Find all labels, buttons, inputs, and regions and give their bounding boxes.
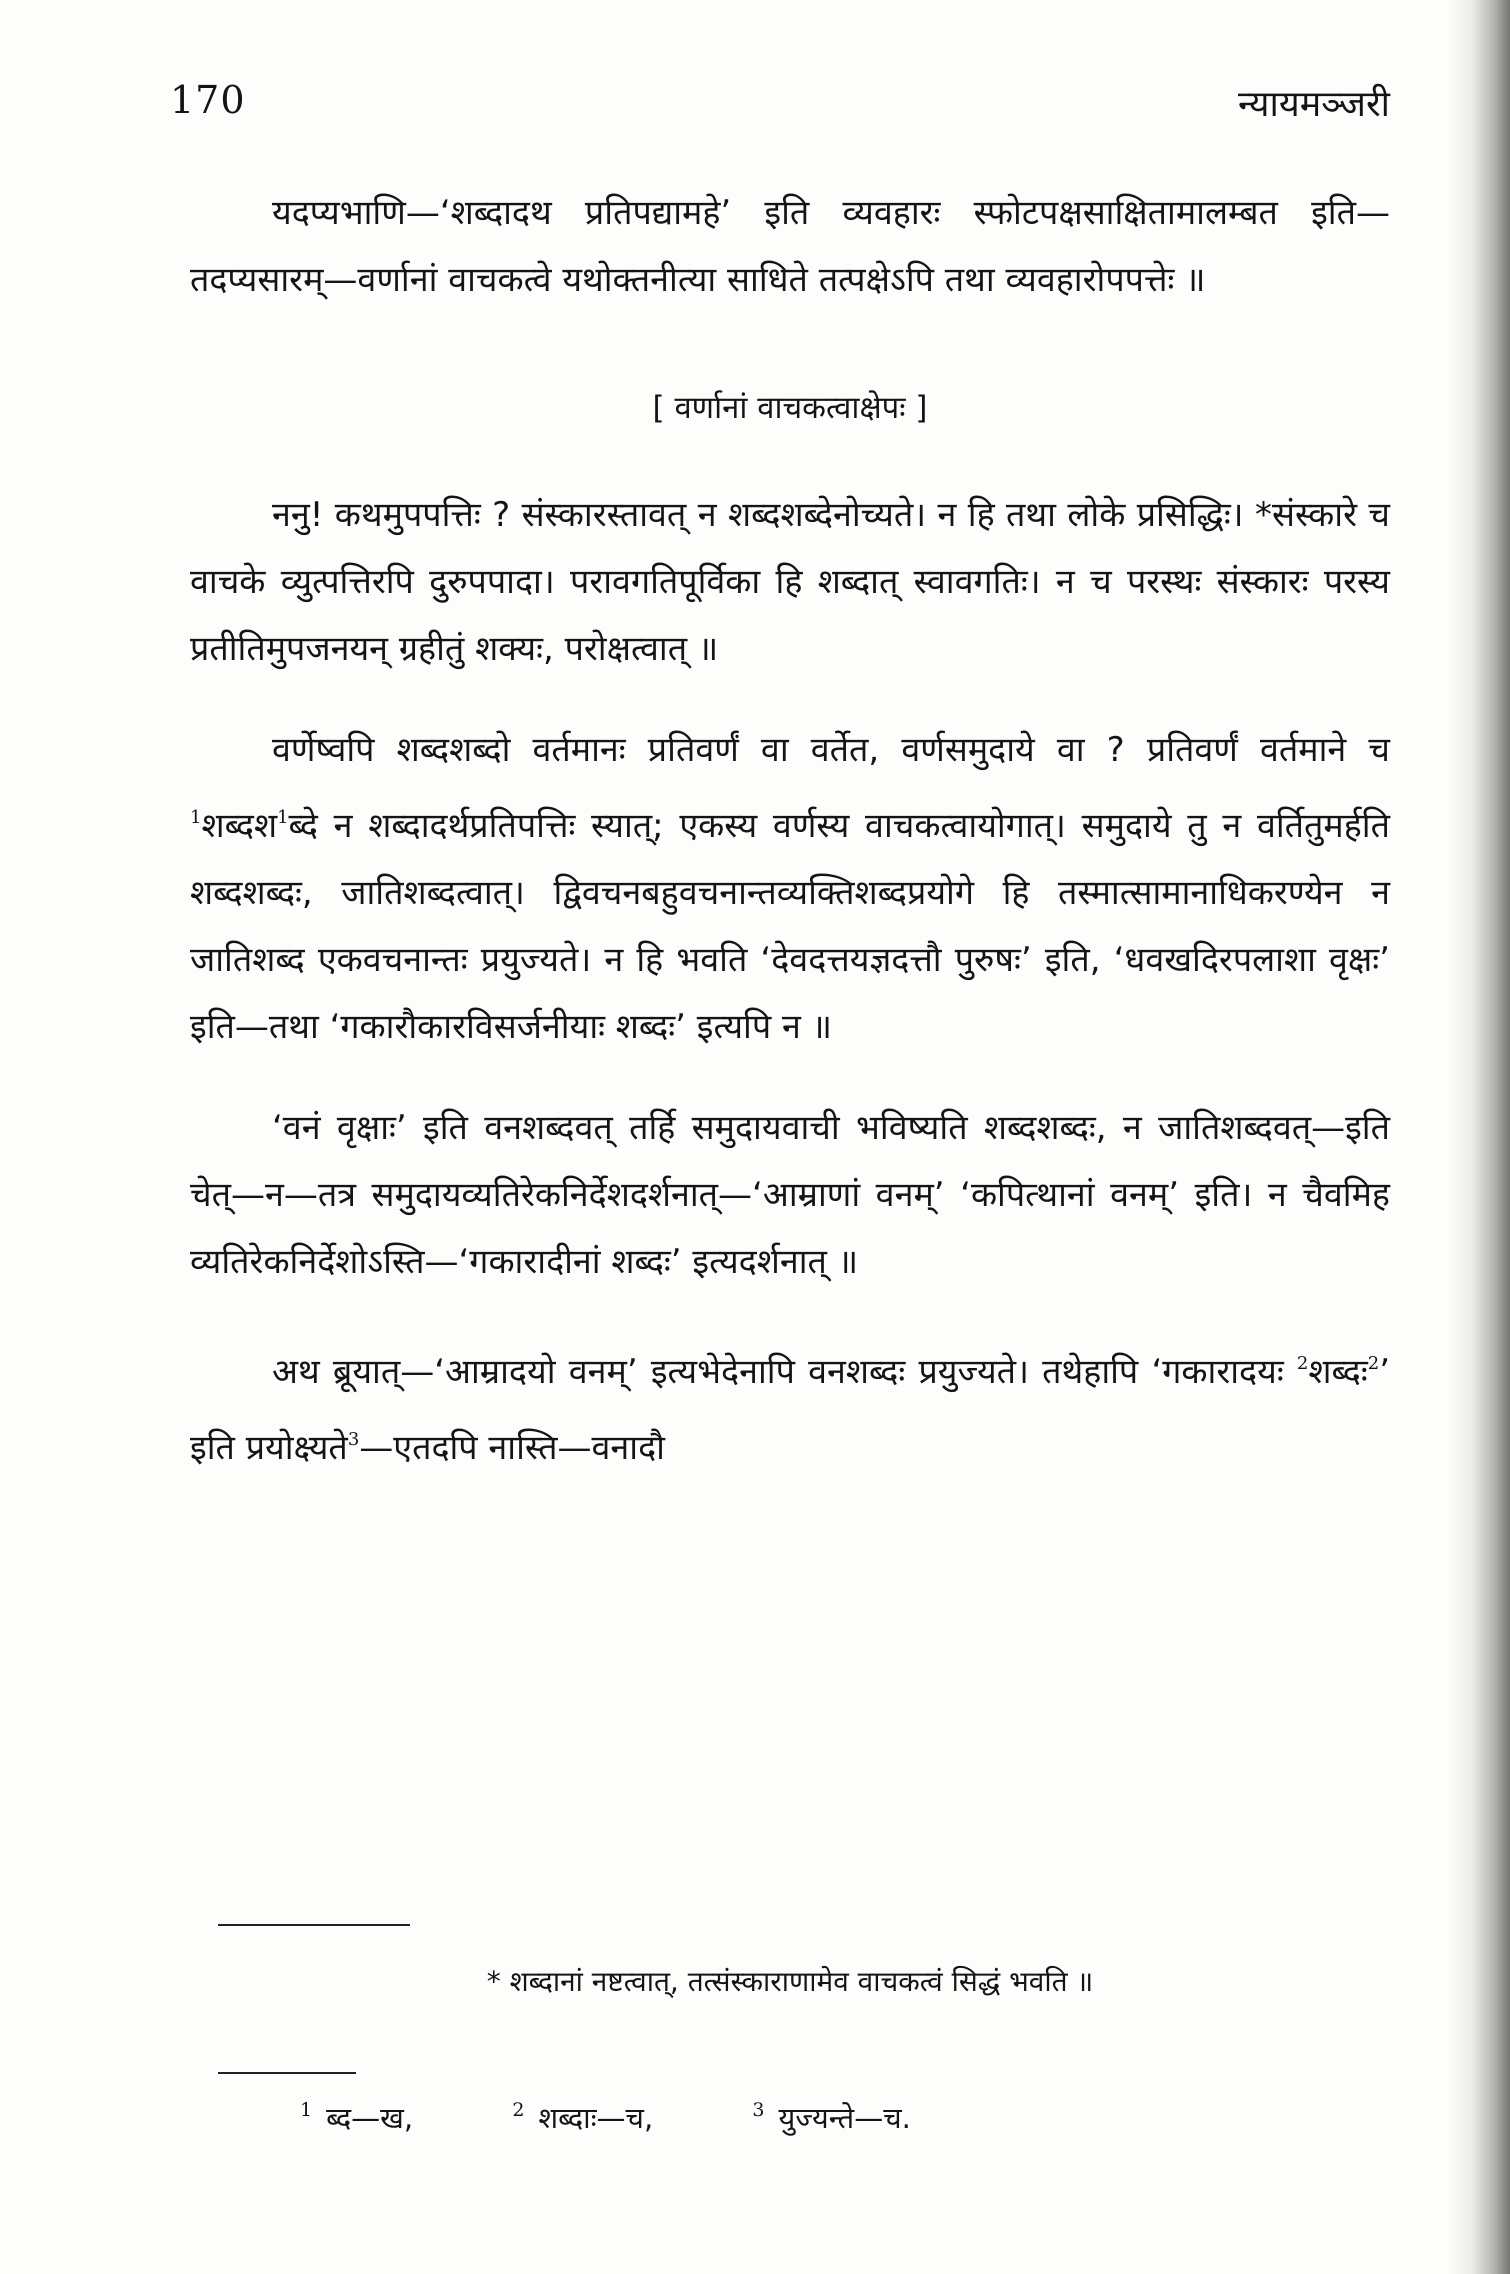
paragraph-5: [190, 1330, 1390, 1482]
paragraph-2: ननु! कथमुपपत्तिः ? संस्कारस्तावत् न शब्दशब्देनोच्यते। न हि तथा लोके प्रसिद्धिः। *संस्कारे च वाचके व्युत्पत्तिरपि दुरुपपादा। परावगतिपूर्विका हि शब्दात् स्वावगतिः। न च परस्थः संस्कारः परस्य प्रतीतिमुपजनयन् ग्रहीतुं शक्यः, परोक्षत्वात् ॥: [190, 495, 1390, 669]
paragraph-5-text-c2: योक्ष्यते: [265, 1428, 348, 1468]
variant-1: [300, 2088, 413, 2140]
variant-readings: [300, 2088, 1001, 2140]
variant-3: [752, 2088, 910, 2140]
paragraph-3-text-b: शब्दश: [201, 806, 278, 846]
main-text: [190, 180, 1390, 1482]
variant-2-number: 2: [512, 2099, 525, 2121]
paragraph-3-text-a: वर्णेष्वपि शब्दशब्दो वर्तमानः प्रतिवर्णं वा वर्तेत, वर्णसमुदाये वा ? प्रतिवर्णं वर्तमाने च: [272, 730, 1390, 770]
footnote-ref-3: 3: [347, 1429, 360, 1450]
paragraph-3-text-c: ब्दे न शब्दादर्थप्रतिपत्तिः स्यात्; एकस्य वर्णस्य वाचकत्वायोगात्। समुदाये तु न वर्तितुमर्हति शब्दशब्दः, जातिशब्दत्वात्। द्विवचनबहुवचनान्तव्यक्तिशब्दप्रयोगे हि तस्मात्सामानाधिकरण्येन न जातिशब्द एकवचनान्तः प्रयुज्यते। न हि भवति ‘देवदत्तयज्ञदत्तौ पुरुषः’ इति, ‘धवखदिरपलाशा वृक्षः’ इति—तथा ‘गकारौकारविसर्जनीयाः शब्दः’ इत्यपि न ॥: [190, 806, 1390, 1047]
variant-3-number: 3: [752, 2099, 765, 2121]
footnote-ref-1: 1: [190, 807, 202, 828]
paragraph-5-text-c: ’ इति प्र: [190, 1352, 1390, 1468]
paragraph-5-text-b: शब्दः: [1308, 1352, 1368, 1392]
paragraph-5-text-a: अथ ब्रूयात्—‘आम्रादयो वनम्’ इत्यभेदेनापि वनशब्दः प्रयुज्यते। तथेहापि ‘गकारादयः: [272, 1352, 1297, 1392]
footnote-ref-1-end: 1: [277, 807, 289, 828]
paragraph-1: यदप्यभाणि—‘शब्दादथ प्रतिपद्यामहे’ इति व्यवहारः स्फोटपक्षसाक्षितामालम्बत इति—तदप्यसारम्—वर्णानां वाचकत्वे यथोक्तनीत्या साधिते तत्पक्षेऽपि तथा व्यवहारोपपत्तेः ॥: [190, 193, 1390, 300]
variant-1-text: ब्द—ख,: [326, 2101, 414, 2135]
paragraph-5-text-d: —एतदपि नास्ति—वनादौ: [359, 1428, 665, 1468]
footnote-ref-2: 2: [1296, 1353, 1309, 1374]
page-number: 170: [170, 78, 246, 122]
paragraph-4: ‘वनं वृक्षाः’ इति वनशब्दवत् तर्हि समुदायवाची भविष्यति शब्दशब्दः, न जातिशब्दवत्—इति चेत्—न—तत्र समुदायव्यतिरेकनिर्देशदर्शनात्—‘आम्राणां वनम्’ ‘कपित्थानां वनम्’ इति। न चैवमिह व्यतिरेकनिर्देशोऽस्ति—‘गकारादीनां शब्दः’ इत्यदर्शनात् ॥: [190, 1108, 1390, 1282]
variant-2: [512, 2088, 653, 2140]
variant-2-text: शब्दाः—च,: [538, 2101, 654, 2135]
page-header: [170, 78, 1390, 138]
running-title: न्यायमञ्जरी: [1238, 84, 1390, 125]
binding-shadow: [1446, 0, 1510, 2274]
variant-3-text: युज्यन्ते—च.: [778, 2101, 911, 2135]
paragraph-3: [190, 717, 1390, 1061]
footnote-star: * शब्दानां नष्टत्वात्, तत्संस्काराणामेव वाचकत्वं सिद्धं भवति ॥: [486, 1965, 1094, 1998]
footnote-rule-lower: [218, 2072, 356, 2074]
variant-1-number: 1: [300, 2099, 313, 2121]
footnote-ref-2-end: 2: [1367, 1353, 1380, 1374]
footnote-rule-upper: [218, 1924, 410, 1926]
section-heading: [ वर्णानां वाचकत्वाक्षेपः ]: [652, 390, 928, 426]
